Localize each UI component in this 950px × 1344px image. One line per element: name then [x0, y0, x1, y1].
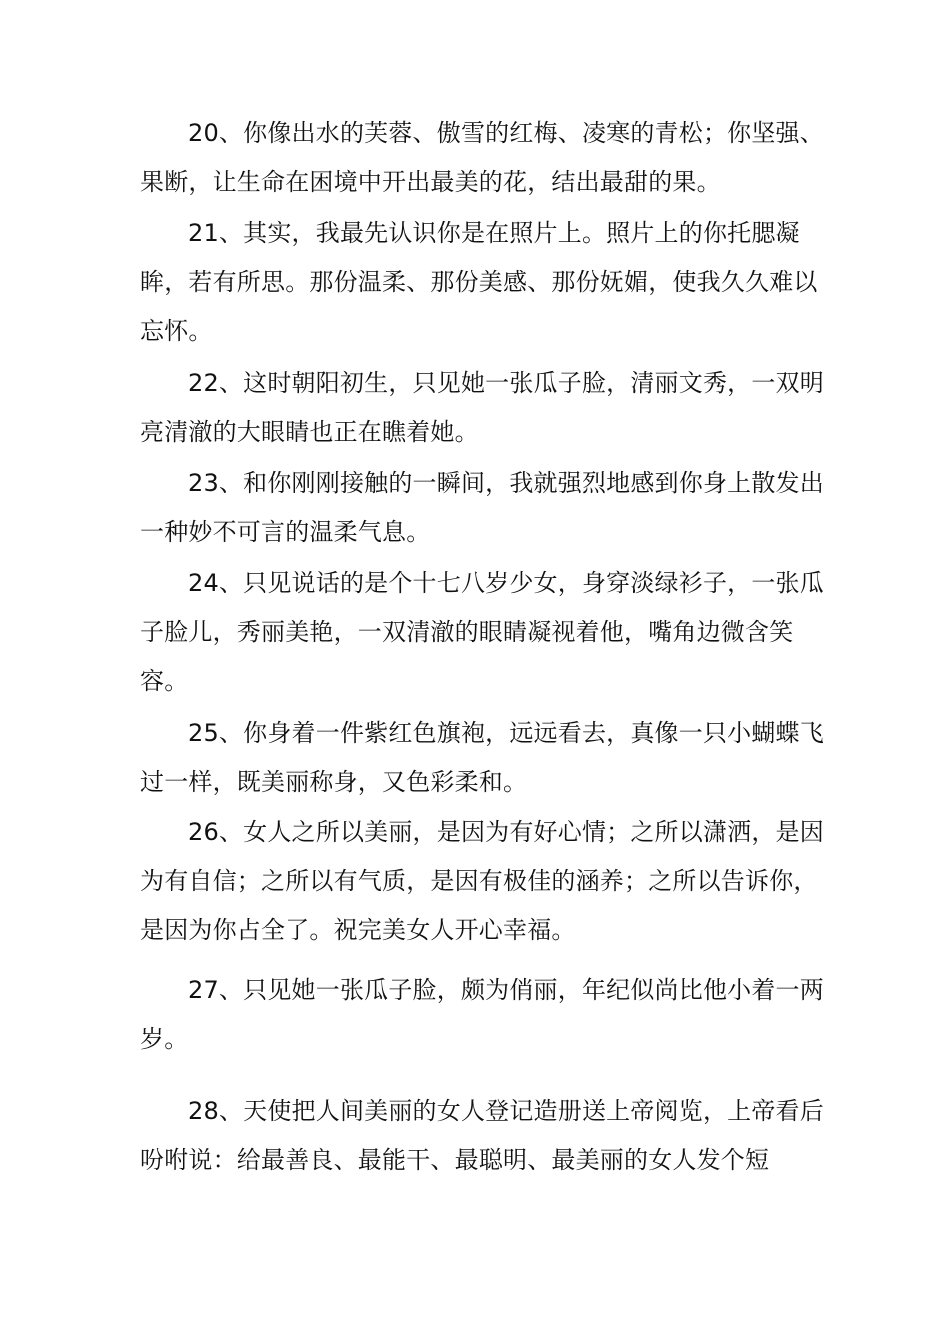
- paragraph-25: 25、你身着一件紫红色旗袍，远远看去，真像一只小蝴蝶飞过一样，既美丽称身，又色彩柔和。: [140, 719, 824, 796]
- paragraph-27: 27、只见她一张瓜子脸，颇为俏丽，年纪似尚比他小着一两岁。: [140, 976, 824, 1053]
- paragraph-26: 26、女人之所以美丽，是因为有好心情；之所以潇洒，是因为有自信；之所以有气质，是因有极佳的涵养；之所以告诉你，是因为你占全了。祝完美女人开心幸福。: [140, 818, 824, 944]
- paragraph-20: 20、你像出水的芙蓉、傲雪的红梅、凌寒的青松；你坚强、果断，让生命在困境中开出最美的花，结出最甜的果。: [140, 119, 824, 196]
- paragraph-24: 24、只见说话的是个十七八岁少女，身穿淡绿衫子，一张瓜子脸儿，秀丽美艳，一双清澈的眼睛凝视着他，嘴角边微含笑容。: [140, 569, 824, 695]
- paragraph-28: 28、天使把人间美丽的女人登记造册送上帝阅览，上帝看后吩咐说：给最善良、最能干、最聪明、最美丽的女人发个短: [140, 1097, 824, 1174]
- paragraph-22: 22、这时朝阳初生，只见她一张瓜子脸，清丽文秀，一双明亮清澈的大眼睛也正在瞧着她。: [140, 369, 824, 446]
- paragraph-21: 21、其实，我最先认识你是在照片上。照片上的你托腮凝眸，若有所思。那份温柔、那份美感、那份妩媚，使我久久难以忘怀。: [140, 219, 818, 345]
- paragraph-23: 23、和你刚刚接触的一瞬间，我就强烈地感到你身上散发出一种妙不可言的温柔气息。: [140, 469, 824, 546]
